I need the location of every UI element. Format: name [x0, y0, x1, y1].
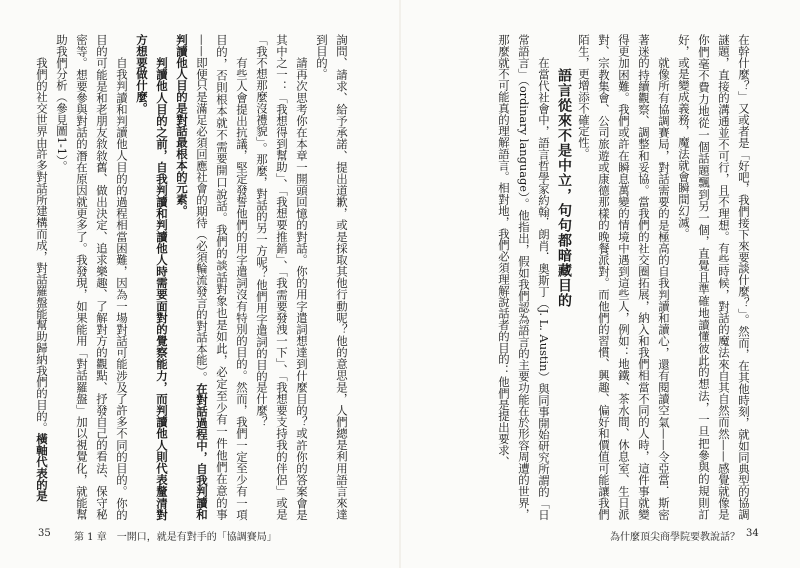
bold-emphasis: 橫軸代表的是	[35, 433, 49, 502]
running-head: 第 1 章 一開口，就是有對手的「協調賽局」	[74, 532, 277, 543]
paragraph-text: 有些人會提出抗議，堅定發誓他們的用字遣詞沒有特別的目的。然而，我們一定至少有一項目的，否則根本就不需要開口說話。我們的談話對象也是如此，必定至少有一件他們在意的事——即便只是滿足必須回應社會的期待（必須輪流發言的對話本能）。	[195, 34, 249, 520]
page-number: 35	[38, 528, 51, 539]
left-page-text	[35, 34, 352, 520]
section-heading: 語言從來不是中立，句句都暗藏目的	[556, 68, 572, 308]
running-head: 為什麼頂尖商學院要教說話？	[610, 532, 740, 543]
paragraph-text: 我們的社交世界由許多對話所建構而成，對話羅盤能幫助歸納我們的目的。	[35, 56, 49, 433]
page-number: 34	[746, 528, 759, 539]
paragraph	[32, 34, 52, 520]
paragraph: 在當代社會中，語言哲學家約翰．朗肖．奧斯丁（J. L. Austin）與同事開始研究所謂的「日常語言」（ordinary language）。他指出，假如我們認為語言的主要功能在於形容周遭的世界，那麼就不可能真的理解語言。相對地，我們必須理解說話者的目的：他們是提出要求、	[497, 34, 551, 520]
right-page	[400, 0, 800, 568]
bold-emphasis: 在對話過程中，自我判讀和判讀他人目的是對話最根本的元素。	[175, 34, 209, 520]
paragraph: 自我判讀和判讀他人目的的過程相當困難，因為一場對話可能涉及了許多不同的目的。你的目的可能是和老朋友敘敘舊、做出決定、追求樂趣、了解對方的觀點、抒發自己的看法、保守秘密等。想要參與對話的潛在原因就更多了。我發現，如果能用「對話羅盤」加以視覺化，就能幫助我們分析（參見圖1-1）。	[55, 34, 129, 520]
paragraph: 在幹什麼？」又或者是「好吧，我們接下來要談什麼？」。然而，在其他時刻，就如同典型的協調謎題，直接的溝通並不可行，且不理想。有些時候，對話的魔法來自其自然而然——感覺就像是你們毫不費力地從一個話題飄到另一個，直覺且準確地讀懂彼此的想法，一旦把參與的規則訂好，或是變成義務，魔法就會瞬間幻滅。	[677, 34, 751, 520]
bold-emphasis: 判讀他人目的之前，自我判讀和判讀他人時需要面對的覺察能力，而判讀他人則代表釐清對方想要做什麼。	[135, 34, 169, 520]
paragraph: 詢問、請求、給予承諾、提出道歉，或是採取其他行動呢？他的意思是，人們總是利用語言來達到目的。	[315, 34, 349, 520]
right-page-text	[452, 34, 754, 520]
paragraph	[172, 34, 252, 520]
paragraph: 請再次思考你在本章一開頭回憶的對話。你的用字遣詞想達到什麼目的？或許你的答案會是其中之一：「我想得到幫助」、「我想要推銷」、「我需要發洩一下」、「我想要支持我的伴侶」或是「我不想那麼沒禮貌」。那麼，對話的另一方呢？他們用字遣詞的目的是什麼？	[255, 34, 309, 520]
paragraph	[132, 34, 172, 520]
paragraph: 就像所有協調賽局，對話需要的是極高的自我判讀和讀心，還有閱讀空氣——令亞當．斯密著迷的持續觀察、調整和妥協。當我們的社交圈拓展，納入和我們相當不同的人時，這件事就變得更加困難。我們或許在瞬息萬變的情境中遇到這些人，例如：地鐵、茶水間、休息室、生日派對、宗教集會、公司旅遊或康德那樣的晚餐派對。而他們的習慣、興趣、偏好和價值可能讓我們陌生，更增添不確定性。	[577, 34, 671, 520]
